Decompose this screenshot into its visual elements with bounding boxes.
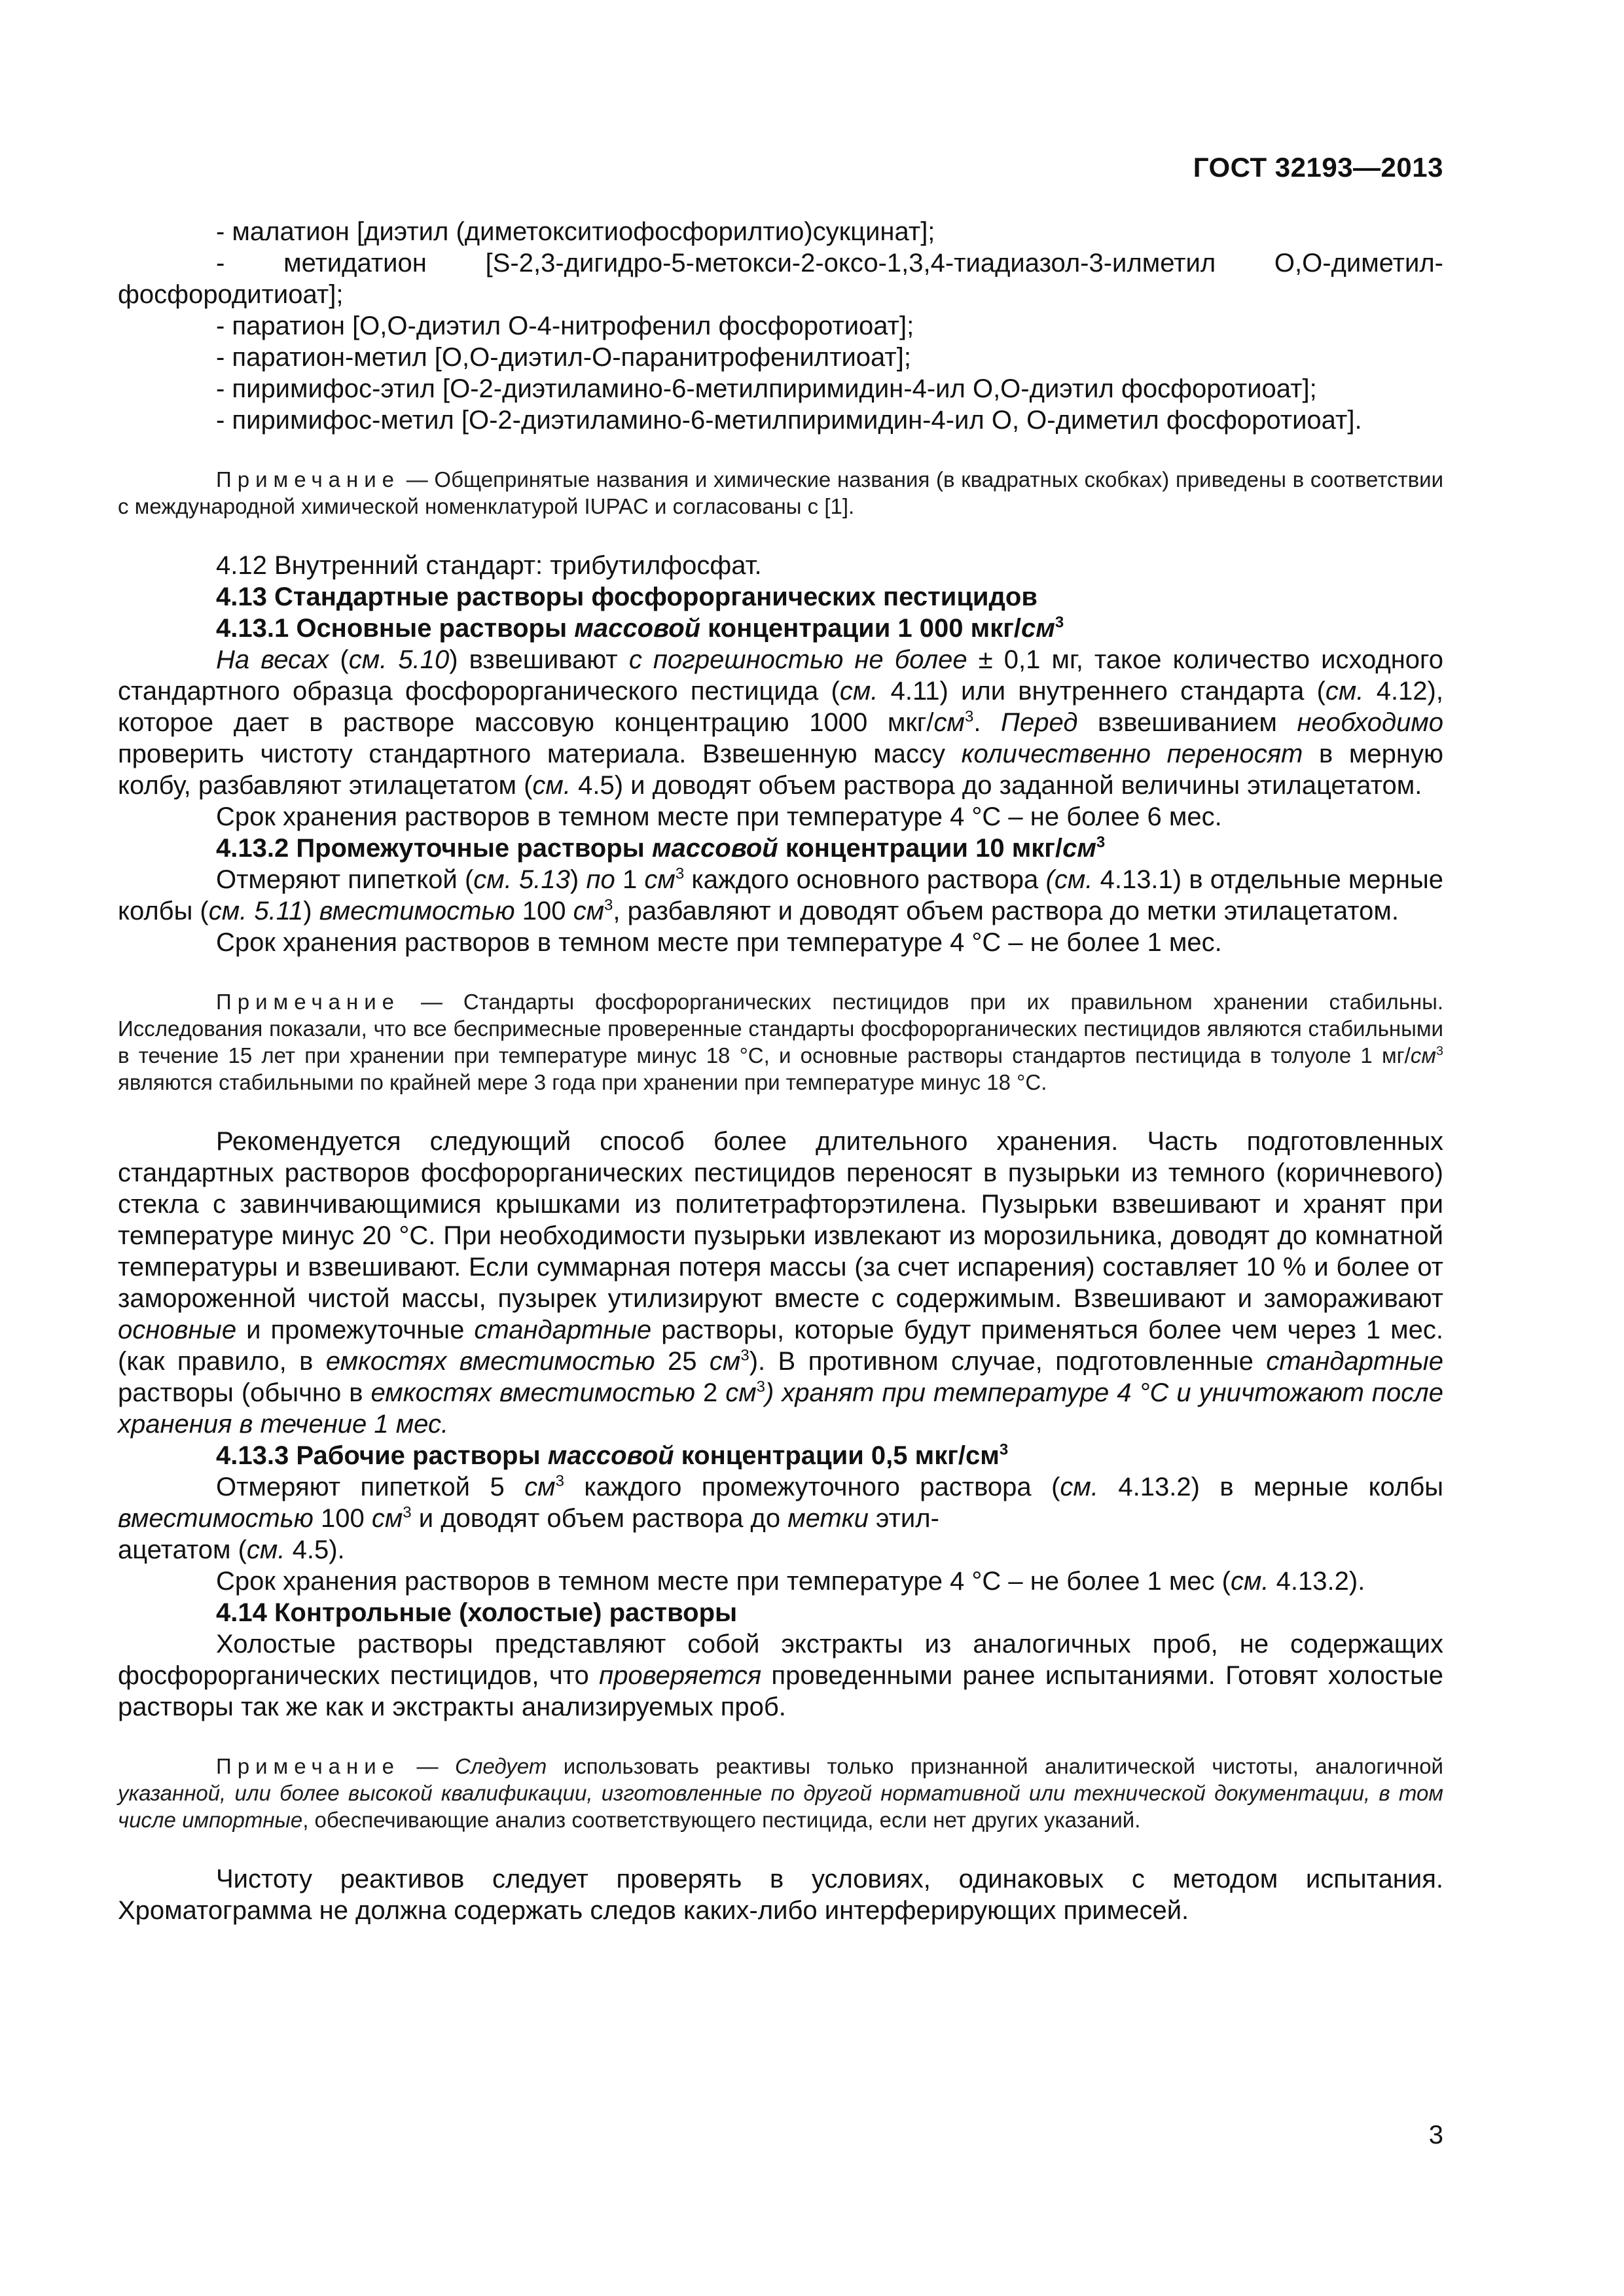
- long-term-storage-paragraph: Рекомендуется следующий способ более длительного хранения. Часть подготовленных стандартных растворов фосфорорганических пестицидов переносят в пузырьки из темного (коричневого) стекла с завинчивающимися крышками из политетрафторэтилена. Пузырьки взвешивают и хранят при температуре минус 20 °С. При необходимости пузырьки извлекают из морозильника, доводят до комнатной температуры и взвешивают. Если суммарная потеря массы (за счет испарения) составляет 10 % и более от замороженной чистой массы, пузырек утилизируют вместе с содержимым. Взвешивают и замораживают основные и промежуточные стандартные растворы, которые будут применяться более чем через 1 мес. (как правило, в емкостях вместимостью 25 $см^3$). В противном случае, подготовленные стандартные растворы (обычно в емкостях вместимостью 2 $см^3$) хранят при температуре 4 °С и уничтожают после хранения в течение 1 мес.: [118, 1127, 1443, 1439]
- note-text: — Общепринятые названия и химические названия (в квадратных скобках) приведены в соответствии с международной химической номенклатурой IUPAC и согласованы с [1].: [118, 467, 1443, 518]
- page-number: 3: [1428, 2121, 1443, 2149]
- section-4-13-3-storage: Срок хранения растворов в темном месте при температуре 4 °С – не более 1 мес (см. 4.13.2).: [216, 1567, 1365, 1596]
- section-4-13-1-paragraph: На весах (см. 5.10) взвешивают с погрешностью не более ± 0,1 мг, такое количество исходного стандартного образца фосфорорганического пестицида (см. 4.11) или внутреннего стандарта (см. 4.12), которое дает в растворе массовую концентрацию 1000 мкг/$см^3$. Перед взвешиванием необходимо проверить чистоту стандартного материала. Взвешенную массу количественно переносят в мерную колбу, разбавляют этилацетатом (см. 4.5) и доводят объем раствора до заданной величины этилацетатом.: [118, 645, 1444, 800]
- note-label: Примечание: [216, 467, 401, 492]
- section-4-13-3-paragraph-continued: ацетатом (см. 4.5).: [118, 1535, 345, 1564]
- section-4-13-2-heading: 4.13.2 Промежуточные растворы массовой концентрации 10 мкг/$см^3$: [216, 833, 1106, 863]
- document-code-header: ГОСТ 32193—2013: [1193, 152, 1443, 183]
- section-4-13-1-storage: Срок хранения растворов в темном месте при температуре 4 °С – не более 6 мес.: [216, 802, 1222, 831]
- note-label: Примечание: [216, 990, 401, 1014]
- section-4-13-1-heading: 4.13.1 Основные растворы массовой концентрации 1 000 мкг/$см^3$: [216, 613, 1064, 643]
- section-4-14-paragraph: Холостые растворы представляют собой экстракты из аналогичных проб, не содержащих фосфорорганических пестицидов, что проверяется проведенными ранее испытаниями. Готовят холостые растворы так же как и экстракты анализируемых проб.: [118, 1630, 1443, 1721]
- section-4-13-3-paragraph: Отмеряют пипеткой 5 $см^3$ каждого промежуточного раствора (см. 4.13.2) в мерные колбы вместимостью 100 $см^3$ и доводят объем раствора до метки этил-: [118, 1472, 1443, 1533]
- list-item: - пиримифос-метил [O-2-диэтиламино-6-метилпиримидин-4-ил O, O-диметил фосфоротиоат].: [216, 406, 1362, 435]
- page-content: [118, 216, 1443, 1926]
- list-item: - метидатион [S-2,3-дигидро-5-метокси-2-оксо-1,3,4-тиадиазол-3-илметил O,O-диметил-фосфородитиоат];: [118, 249, 1443, 309]
- section-4-13-3-heading: 4.13.3 Рабочие растворы массовой концентрации 0,5 мкг/$см^3$: [216, 1441, 1009, 1470]
- list-item: - паратион [O,O-диэтил O-4-нитрофенил фосфоротиоат];: [216, 312, 914, 340]
- section-4-13-heading: 4.13 Стандартные растворы фосфорорганических пестицидов: [216, 583, 1038, 611]
- document-page: [118, 0, 1443, 2296]
- section-4-13-2-storage: Срок хранения растворов в темном месте при температуре 4 °С – не более 1 мес.: [216, 928, 1222, 957]
- section-4-12: 4.12 Внутренний стандарт: трибутилфосфат.: [216, 551, 762, 580]
- section-4-14-heading: 4.14 Контрольные (холостые) растворы: [216, 1598, 738, 1627]
- note-label: Примечание: [216, 1754, 401, 1778]
- note-stability: Примечание — Стандарты фосфорорганических пестицидов при их правильном хранении стабильны. Исследования показали, что все беспримесные проверенные стандарты фосфорорганических пестицидов являются стабильными в течение 15 лет при хранении при температуре минус 18 °С, и основные растворы стандартов пестицида в толуоле 1 $мг/см^3$ являются стабильными по крайней мере 3 года при хранении при температуре минус 18 °С.: [118, 990, 1443, 1094]
- section-4-13-2-paragraph: Отмеряют пипеткой (см. 5.13) по 1 $см^3$ каждого основного раствора (см. 4.13.1) в отдельные мерные колбы (см. 5.11) вместимостью 100 $см^3$, разбавляют и доводят объем раствора до метки этилацетатом.: [118, 865, 1443, 925]
- list-item: - пиримифос-этил [O-2-диэтиламино-6-метилпиримидин-4-ил O,O-диэтил фосфоротиоат];: [216, 374, 1317, 403]
- reagent-purity-paragraph: Чистоту реактивов следует проверять в условиях, одинаковых с методом испытания. Хроматограмма не должна содержать следов каких-либо интерферирующих примесей.: [118, 1865, 1443, 1925]
- list-item: - паратион-метил [O,O-диэтил-O-паранитрофенилтиоат];: [216, 343, 911, 372]
- list-item: - малатион [диэтил (диметокситиофосфорилтио)сукцинат];: [216, 217, 935, 246]
- note-reagents: Примечание — Следует использовать реактивы только признанной аналитической чистоты, аналогичной указанной, или более высокой квалификации, изготовленные по другой нормативной или технической документации, в том числе импортные, обеспечивающие анализ соответствующего пестицида, если нет других указаний.: [118, 1754, 1443, 1832]
- note-iupac: [118, 466, 1443, 520]
- substance-list: [118, 216, 1443, 436]
